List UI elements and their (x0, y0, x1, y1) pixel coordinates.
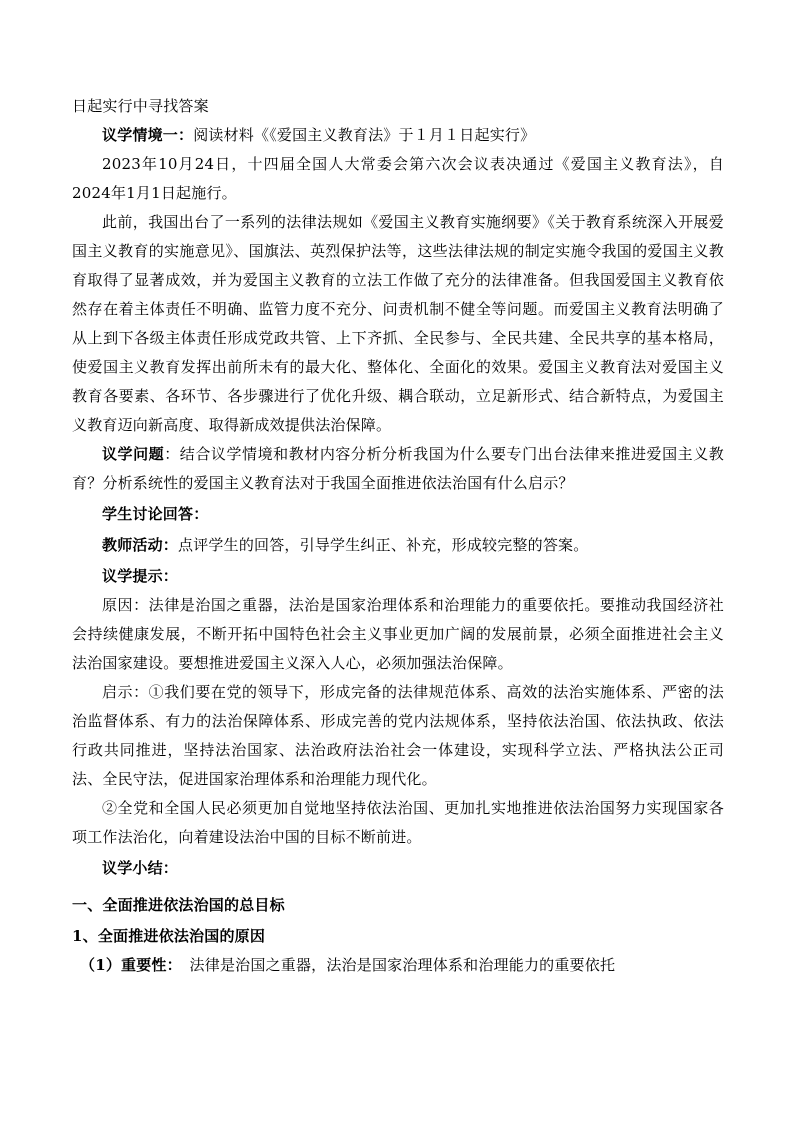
question-text: ：结合议学情境和教材内容分析分析我国为什么要专门出台法律来推进爱国主义教育？分析系统性的爱国主义教育法对于我国全面推进依法治国有什么启示？ (72, 445, 724, 492)
paragraph-2: 此前，我国出台了一系列的法律法规如《爱国主义教育实施纲要》《关于教育系统深入开展爱国主义教育的实施意见》、国旗法、英烈保护法等，这些法律法规的制定实施令我国的爱国主义教育取得了显著成效，并为爱国主义教育的立法工作做了充分的法律准备。但我国爱国主义教育依然存在着主体责任不明确、监管力度不充分、问责机制不健全等问题。而爱国主义教育法明确了从上到下各级主体责任形成党政共管、上下齐抓、全民参与、全民共建、全民共享的基本格局，使爱国主义教育发挥出前所未有的最大化、整体化、全面化的效果。爱国主义教育法对爱国主义教育各要素、各环节、各步骤进行了优化升级、耦合联动，立足新形式、结合新特点，为爱国主义教育迈向新高度、取得新成效提供法治保障。 (72, 213, 724, 434)
item-1-label: （1）重要性： (80, 956, 175, 974)
summary-label: 议学小结： (102, 859, 179, 877)
teacher-line (72, 531, 724, 560)
item-1 (72, 951, 724, 980)
scenario-label: 议学情境一： (102, 126, 194, 144)
paragraph-1: 2023年10月24日，十四届全国人大常委会第六次会议表决通过《爱国主义教育法》，自2024年1月1日起施行。 (72, 155, 724, 202)
insight-paragraph-1: 启示：①我们要在党的领导下，形成完备的法律规范体系、高效的法治实施体系、严密的法治监督体系、有力的法治保障体系、形成完善的党内法规体系，坚持依法治国、依法执政、依法行政共同推进，坚持法治国家、法治政府法治社会一体建设，实现科学立法、严格执法公正司法、全民守法，促进国家治理体系和治理能力现代化。 (72, 683, 724, 788)
scenario-title: 阅读材料《《爱国主义教育法》于１月１日起实行》 (193, 126, 536, 144)
reason-paragraph: 原因：法律是治国之重器，法治是国家治理体系和治理能力的重要依托。要推动我国经济社会持续健康发展，不断开拓中国特色社会主义事业更加广阔的发展前景，必须全面推进社会主义法治国家建设。要想推进爱国主义深入人心，必须加强法治保障。 (72, 596, 724, 672)
hint-label: 议学提示： (102, 567, 179, 585)
section-heading-1: 一、全面推进依法治国的总目标 (72, 896, 285, 914)
question-line (72, 440, 724, 498)
teacher-text: 点评学生的回答，引导学生纠正、补充，形成较完整的答案。 (178, 536, 589, 554)
insight-paragraph-2: ②全党和全国人民必须更加自觉地坚持依法治国、更加扎实地推进依法治国努力实现国家各项工作法治化，向着建设法治中国的目标不断前进。 (72, 799, 724, 846)
item-1-text: 法律是治国之重器，法治是国家治理体系和治理能力的重要依托 (174, 956, 616, 974)
scenario-line (72, 121, 724, 150)
teacher-label: 教师活动： (102, 536, 179, 554)
section-heading-2: 1、全面推进依法治国的原因 (72, 927, 266, 945)
discussion-label: 学生讨论回答： (102, 505, 209, 523)
document-body (72, 92, 724, 980)
intro-line: 日起实行中寻找答案 (72, 97, 209, 115)
question-label: 议学问题 (102, 445, 165, 463)
